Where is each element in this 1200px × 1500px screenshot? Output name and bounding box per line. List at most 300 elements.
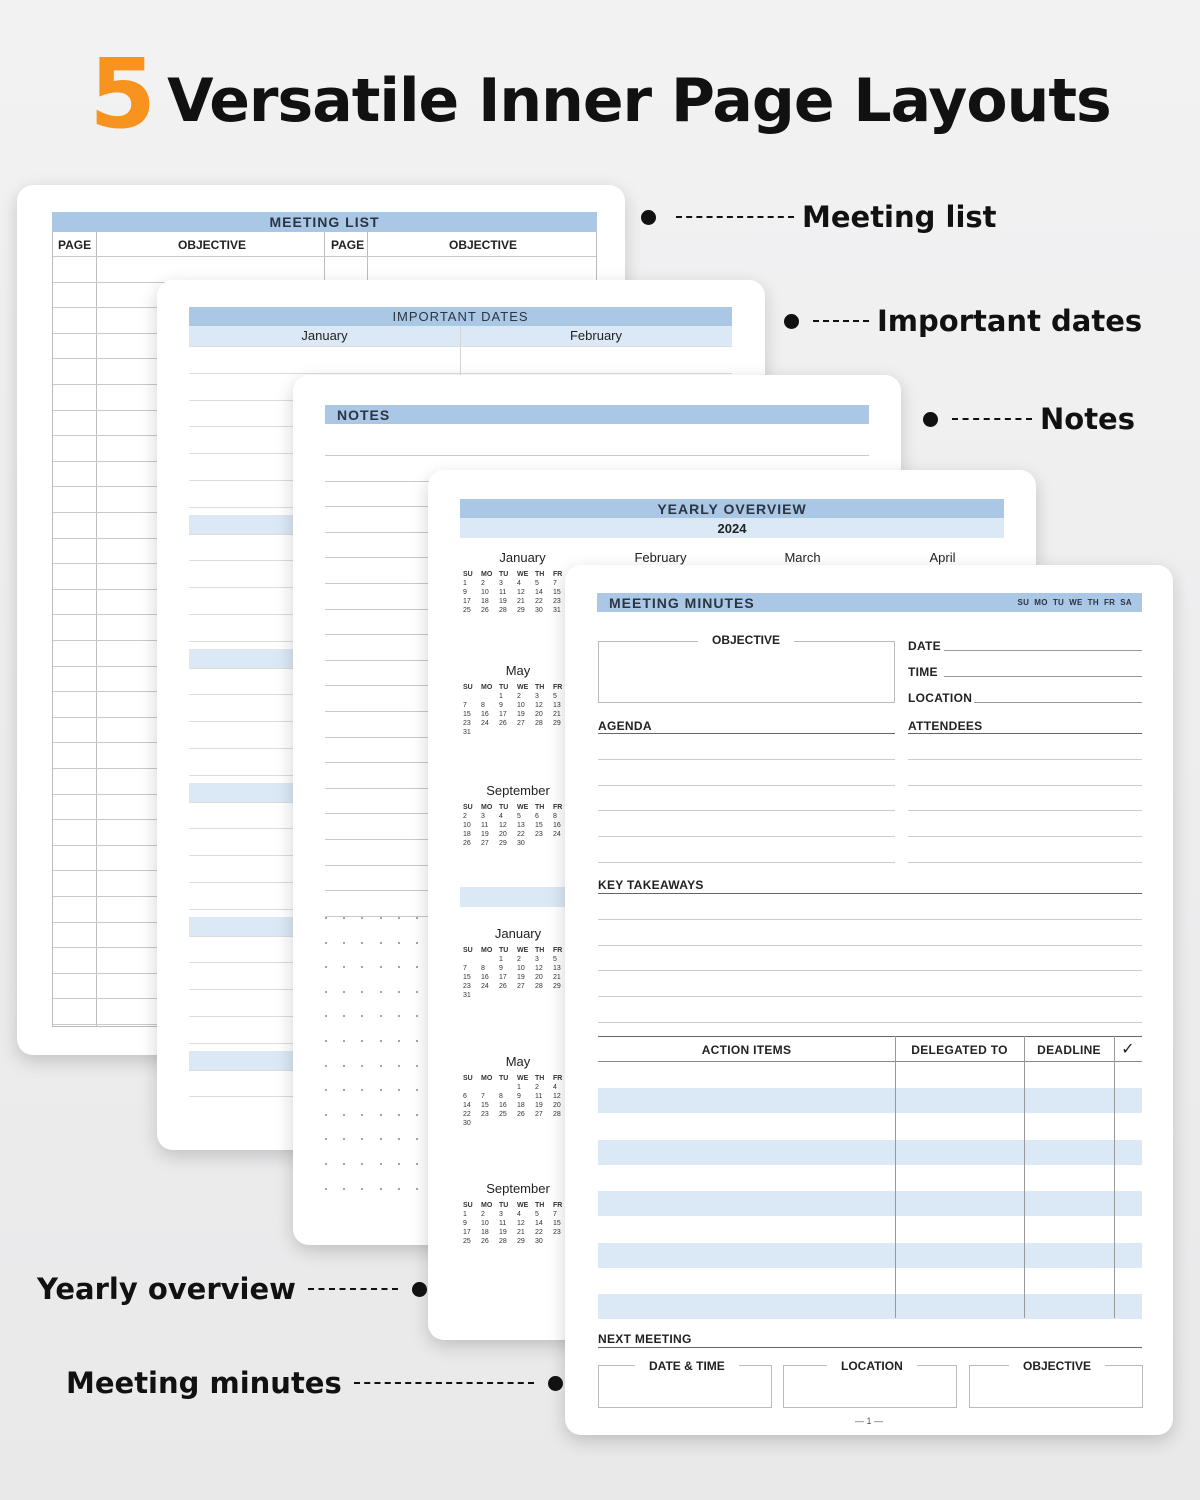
dot-grid-dot bbox=[416, 1065, 418, 1067]
dot-grid-dot bbox=[398, 991, 400, 993]
calendar-day: 31 bbox=[463, 729, 471, 736]
calendar-day: 29 bbox=[553, 720, 561, 727]
dot-grid-dot bbox=[398, 1040, 400, 1042]
calendar-day: 30 bbox=[535, 607, 543, 614]
calendar-day: 2 bbox=[481, 580, 485, 587]
dot-grid-dot bbox=[380, 991, 382, 993]
calendar-day: 29 bbox=[517, 607, 525, 614]
calendar-day: 25 bbox=[499, 1111, 507, 1118]
dot-grid-dot bbox=[325, 1015, 327, 1017]
calendar-day: 26 bbox=[481, 1238, 489, 1245]
yo-top-month-2: February bbox=[634, 550, 687, 565]
dot-grid-dot bbox=[416, 917, 418, 919]
calendar-day: 13 bbox=[553, 965, 561, 972]
weekday-header: TH bbox=[535, 684, 545, 691]
calendar-day: 3 bbox=[499, 580, 503, 587]
calendar-day: 18 bbox=[481, 1229, 489, 1236]
weekday-header: WE bbox=[517, 947, 529, 954]
meeting-minutes-weekdays: SU MO TU WE TH FR SA bbox=[1017, 598, 1132, 607]
calendar-day: 25 bbox=[463, 607, 471, 614]
dot-grid-dot bbox=[398, 942, 400, 944]
calendar-day: 10 bbox=[517, 702, 525, 709]
takeaway-line bbox=[598, 1022, 1142, 1023]
calendar-day: 13 bbox=[517, 822, 525, 829]
calendar-day: 18 bbox=[481, 598, 489, 605]
calendar-day: 5 bbox=[535, 580, 539, 587]
dot-grid-dot bbox=[343, 917, 345, 919]
calendar-day: 28 bbox=[499, 1238, 507, 1245]
weekday-header: TU bbox=[499, 684, 509, 691]
weekday-header: TH bbox=[535, 1075, 545, 1082]
calendar-day: 10 bbox=[481, 1220, 489, 1227]
dot-grid-dot bbox=[416, 1015, 418, 1017]
calendar-day: 20 bbox=[535, 711, 543, 718]
calendar-day: 15 bbox=[553, 1220, 561, 1227]
calendar-day: 17 bbox=[499, 711, 507, 718]
dot-grid-dot bbox=[398, 966, 400, 968]
callout-important-dates bbox=[784, 304, 1142, 338]
weekday-header: MO bbox=[481, 571, 493, 578]
callout-yearly-overview bbox=[37, 1272, 427, 1306]
calendar-day: 19 bbox=[481, 831, 489, 838]
dot-grid-dot bbox=[325, 917, 327, 919]
check-icon: ✓ bbox=[1121, 1041, 1135, 1058]
dot-grid-dot bbox=[361, 1163, 363, 1165]
weekday-header: MO bbox=[481, 804, 493, 811]
dot-grid-dot bbox=[325, 1065, 327, 1067]
attendees-label: ATTENDEES bbox=[908, 719, 983, 733]
month-calendar bbox=[463, 550, 573, 616]
nm-objective-label: OBJECTIVE bbox=[1009, 1359, 1105, 1373]
calendar-day: 2 bbox=[517, 956, 521, 963]
month-calendar bbox=[463, 663, 573, 736]
calendar-day: 20 bbox=[553, 1102, 561, 1109]
calendar-day: 9 bbox=[517, 1093, 521, 1100]
dot-grid-dot bbox=[343, 1114, 345, 1116]
calendar-day: 10 bbox=[517, 965, 525, 972]
calendar-day bbox=[481, 956, 499, 963]
callout-notes-text: Notes bbox=[1040, 402, 1135, 436]
weekday-header: TH bbox=[535, 571, 545, 578]
dot-grid-dot bbox=[398, 1163, 400, 1165]
yo-top-month-4: April bbox=[929, 550, 956, 565]
weekday-header: TH bbox=[535, 804, 545, 811]
month-calendar bbox=[463, 783, 573, 849]
weekday-header: FR bbox=[553, 684, 563, 691]
calendar-day: 5 bbox=[553, 693, 557, 700]
dot-grid-dot bbox=[398, 1089, 400, 1091]
calendar-day: 22 bbox=[517, 831, 525, 838]
callout-dot bbox=[923, 412, 938, 427]
calendar-day bbox=[481, 1084, 499, 1091]
callout-meeting-minutes bbox=[66, 1366, 563, 1400]
heading-text: Versatile Inner Page Layouts bbox=[167, 66, 1111, 136]
calendar-day: 4 bbox=[553, 1084, 557, 1091]
calendar-month-name: May bbox=[505, 1054, 531, 1069]
weekday-header: TU bbox=[499, 1075, 509, 1082]
action-row-stripe bbox=[598, 1088, 1142, 1113]
dot-grid-dot bbox=[343, 1138, 345, 1140]
dot-grid-dot bbox=[416, 966, 418, 968]
calendar-day bbox=[481, 693, 499, 700]
dot-grid-dot bbox=[361, 942, 363, 944]
calendar-day: 1 bbox=[463, 1211, 467, 1218]
calendar-day: 29 bbox=[517, 1238, 525, 1245]
weekday-header: TU bbox=[499, 804, 509, 811]
calendar-day: 4 bbox=[517, 580, 521, 587]
calendar-day: 22 bbox=[535, 1229, 543, 1236]
calendar-day: 28 bbox=[535, 983, 543, 990]
meeting-minutes-title: MEETING MINUTES bbox=[609, 594, 755, 611]
dot-grid-dot bbox=[380, 1040, 382, 1042]
calendar-day: 9 bbox=[463, 1220, 467, 1227]
calendar-day: 20 bbox=[535, 974, 543, 981]
calendar-day: 1 bbox=[517, 1084, 521, 1091]
weekday-header: FR bbox=[553, 1075, 563, 1082]
calendar-grid bbox=[463, 1075, 573, 1127]
calendar-day: 19 bbox=[517, 711, 525, 718]
calendar-day: 7 bbox=[463, 965, 467, 972]
weekday-header: SU bbox=[463, 571, 473, 578]
weekday-header: MO bbox=[481, 1075, 493, 1082]
dot-grid-dot bbox=[343, 991, 345, 993]
calendar-day: 24 bbox=[481, 983, 489, 990]
callout-dot bbox=[548, 1376, 563, 1391]
dot-grid-dot bbox=[325, 1040, 327, 1042]
dot-grid-dot bbox=[343, 1163, 345, 1165]
calendar-day: 8 bbox=[499, 1093, 503, 1100]
calendar-day: 8 bbox=[481, 702, 485, 709]
calendar-day: 3 bbox=[481, 813, 485, 820]
weekday-header: TU bbox=[499, 571, 509, 578]
calendar-day: 18 bbox=[517, 1102, 525, 1109]
dot-grid-dot bbox=[380, 942, 382, 944]
dot-grid-dot bbox=[416, 1040, 418, 1042]
action-row-stripe bbox=[598, 1243, 1142, 1268]
deadline-label: DEADLINE bbox=[1037, 1043, 1101, 1057]
calendar-day: 2 bbox=[535, 1084, 539, 1091]
important-dates-title: IMPORTANT DATES bbox=[392, 309, 529, 324]
dot-grid-dot bbox=[398, 1188, 400, 1190]
weekday-header: TU bbox=[499, 1202, 509, 1209]
date-row-line bbox=[189, 346, 732, 347]
yearly-overview-title: YEARLY OVERVIEW bbox=[657, 500, 807, 517]
calendar-day: 30 bbox=[535, 1238, 543, 1245]
calendar-day: 14 bbox=[535, 589, 543, 596]
key-takeaways-label: KEY TAKEAWAYS bbox=[598, 878, 704, 892]
calendar-day: 26 bbox=[499, 983, 507, 990]
action-row-stripe bbox=[598, 1140, 1142, 1165]
calendar-day: 26 bbox=[463, 840, 471, 847]
notes-title-bar bbox=[325, 405, 869, 424]
callout-dot bbox=[641, 210, 656, 225]
dot-grid-dot bbox=[380, 1089, 382, 1091]
calendar-day: 7 bbox=[481, 1093, 485, 1100]
dot-grid-dot bbox=[325, 1089, 327, 1091]
month-calendar bbox=[463, 1054, 573, 1127]
dot-grid-dot bbox=[361, 1114, 363, 1116]
calendar-day: 16 bbox=[481, 974, 489, 981]
important-dates-title-bar bbox=[189, 307, 732, 326]
meeting-list-title: MEETING LIST bbox=[269, 214, 380, 230]
col-page-2: PAGE bbox=[331, 238, 365, 252]
calendar-day: 1 bbox=[499, 693, 503, 700]
date-label: DATE bbox=[908, 639, 941, 653]
calendar-month-name: September bbox=[486, 1181, 550, 1196]
callout-dot bbox=[412, 1282, 427, 1297]
dot-grid-dot bbox=[380, 1015, 382, 1017]
dot-grid-dot bbox=[361, 966, 363, 968]
calendar-grid bbox=[463, 684, 573, 736]
weekday-header: TH bbox=[535, 1202, 545, 1209]
dot-grid-dot bbox=[343, 1015, 345, 1017]
callout-dot bbox=[784, 314, 799, 329]
calendar-day: 24 bbox=[553, 831, 561, 838]
agenda-line bbox=[598, 862, 895, 863]
dot-grid-dot bbox=[325, 1138, 327, 1140]
weekday-header: WE bbox=[517, 684, 529, 691]
dot-grid-dot bbox=[380, 1163, 382, 1165]
dot-grid-dot bbox=[361, 1015, 363, 1017]
weekday-header: FR bbox=[553, 1202, 563, 1209]
callout-meeting-minutes-text: Meeting minutes bbox=[66, 1366, 342, 1400]
col-objective-1: OBJECTIVE bbox=[178, 238, 247, 252]
calendar-day: 6 bbox=[535, 813, 539, 820]
calendar-day: 30 bbox=[517, 840, 525, 847]
dot-grid-dot bbox=[380, 966, 382, 968]
calendar-day: 31 bbox=[553, 607, 561, 614]
dot-grid-dot bbox=[398, 917, 400, 919]
calendar-day: 17 bbox=[463, 598, 471, 605]
calendar-day: 9 bbox=[499, 965, 503, 972]
takeaway-line bbox=[598, 945, 1142, 946]
dot-grid-dot bbox=[343, 1040, 345, 1042]
calendar-day: 3 bbox=[535, 956, 539, 963]
meeting-minutes-title-bar bbox=[597, 593, 1142, 612]
dot-grid-dot bbox=[325, 1188, 327, 1190]
dot-grid-dot bbox=[398, 1138, 400, 1140]
calendar-day: 29 bbox=[499, 840, 507, 847]
dot-grid-dot bbox=[416, 942, 418, 944]
meeting-list-title-bar bbox=[52, 212, 597, 232]
important-dates-month-2: February bbox=[569, 328, 623, 343]
dot-grid-dot bbox=[343, 966, 345, 968]
agenda-line bbox=[598, 836, 895, 837]
attendees-line bbox=[908, 862, 1142, 863]
calendar-grid bbox=[463, 1202, 573, 1247]
dot-grid-dot bbox=[325, 991, 327, 993]
calendar-day: 9 bbox=[499, 702, 503, 709]
calendar-day: 12 bbox=[517, 1220, 525, 1227]
calendar-day: 5 bbox=[517, 813, 521, 820]
weekday-header: WE bbox=[517, 1202, 529, 1209]
weekday-header: FR bbox=[553, 947, 563, 954]
calendar-day: 11 bbox=[499, 589, 507, 596]
action-row-stripe bbox=[598, 1191, 1142, 1216]
action-items-label: ACTION ITEMS bbox=[701, 1043, 792, 1057]
calendar-day: 11 bbox=[535, 1093, 543, 1100]
dot-grid-dot bbox=[416, 1089, 418, 1091]
calendar-day: 21 bbox=[553, 974, 561, 981]
calendar-day: 8 bbox=[553, 813, 557, 820]
calendar-day: 15 bbox=[463, 711, 471, 718]
callout-meeting-list bbox=[641, 200, 997, 234]
dot-grid-dot bbox=[416, 991, 418, 993]
calendar-day: 9 bbox=[463, 589, 467, 596]
dot-grid-dot bbox=[361, 1188, 363, 1190]
calendar-day: 25 bbox=[463, 1238, 471, 1245]
calendar-day: 21 bbox=[553, 711, 561, 718]
calendar-day: 3 bbox=[499, 1211, 503, 1218]
month-calendar bbox=[463, 926, 573, 999]
calendar-grid bbox=[463, 804, 573, 849]
calendar-day: 17 bbox=[499, 974, 507, 981]
weekday-header: MO bbox=[481, 684, 493, 691]
calendar-day: 27 bbox=[481, 840, 489, 847]
calendar-day: 23 bbox=[463, 720, 471, 727]
calendar-day: 15 bbox=[463, 974, 471, 981]
calendar-day: 17 bbox=[463, 1229, 471, 1236]
calendar-day: 2 bbox=[517, 693, 521, 700]
calendar-day: 19 bbox=[499, 1229, 507, 1236]
weekday-header: FR bbox=[553, 571, 563, 578]
nm-date-time-label: DATE & TIME bbox=[635, 1359, 739, 1373]
yearly-overview-title-bar bbox=[460, 499, 1004, 518]
calendar-day: 23 bbox=[463, 983, 471, 990]
calendar-day: 21 bbox=[517, 598, 525, 605]
calendar-day: 7 bbox=[463, 702, 467, 709]
weekday-header: MO bbox=[481, 1202, 493, 1209]
calendar-day: 15 bbox=[553, 589, 561, 596]
calendar-day bbox=[499, 1084, 517, 1091]
time-label: TIME bbox=[908, 665, 938, 679]
weekday-header: SU bbox=[463, 1202, 473, 1209]
objective-box bbox=[598, 641, 895, 703]
calendar-day: 12 bbox=[553, 1093, 561, 1100]
calendar-month-name: January bbox=[494, 926, 542, 941]
calendar-day: 8 bbox=[481, 965, 485, 972]
calendar-day: 19 bbox=[517, 974, 525, 981]
calendar-day: 22 bbox=[463, 1111, 471, 1118]
attendees-line bbox=[908, 759, 1142, 760]
calendar-day: 27 bbox=[517, 983, 525, 990]
col-objective-2: OBJECTIVE bbox=[449, 238, 518, 252]
agenda-line bbox=[598, 785, 895, 786]
calendar-day: 14 bbox=[535, 1220, 543, 1227]
dot-grid-dot bbox=[398, 1114, 400, 1116]
dot-grid-dot bbox=[416, 1163, 418, 1165]
calendar-day: 19 bbox=[499, 598, 507, 605]
callout-important-dates-text: Important dates bbox=[877, 304, 1143, 338]
dot-grid-dot bbox=[361, 1065, 363, 1067]
calendar-day: 26 bbox=[499, 720, 507, 727]
calendar-day: 12 bbox=[535, 702, 543, 709]
important-dates-month-1: January bbox=[301, 328, 348, 343]
yo-top-month-3: March bbox=[784, 550, 821, 565]
takeaway-line bbox=[598, 919, 1142, 920]
delegated-to-label: DELEGATED TO bbox=[911, 1043, 1008, 1057]
dot-grid-dot bbox=[380, 917, 382, 919]
calendar-day bbox=[463, 693, 481, 700]
action-row-stripe bbox=[598, 1294, 1142, 1319]
calendar-day: 31 bbox=[463, 992, 471, 999]
calendar-day: 14 bbox=[463, 1102, 471, 1109]
location-label: LOCATION bbox=[908, 691, 973, 705]
calendar-day: 15 bbox=[535, 822, 543, 829]
calendar-grid bbox=[463, 947, 573, 999]
calendar-day: 10 bbox=[463, 822, 471, 829]
calendar-day bbox=[535, 840, 553, 847]
dot-grid-dot bbox=[416, 1188, 418, 1190]
calendar-day: 1 bbox=[499, 956, 503, 963]
calendar-day: 7 bbox=[553, 580, 557, 587]
notes-title: NOTES bbox=[337, 406, 391, 423]
dot-grid-dot bbox=[380, 1065, 382, 1067]
callout-yearly-overview-text: Yearly overview bbox=[37, 1272, 296, 1306]
dot-grid-dot bbox=[325, 1114, 327, 1116]
weekday-header: WE bbox=[517, 804, 529, 811]
heading-number: 5 bbox=[89, 38, 156, 150]
takeaway-line bbox=[598, 996, 1142, 997]
dot-grid-dot bbox=[343, 1188, 345, 1190]
calendar-day: 19 bbox=[535, 1102, 543, 1109]
calendar-day: 30 bbox=[463, 1120, 471, 1127]
col-page-1: PAGE bbox=[58, 238, 92, 252]
weekday-header: SU bbox=[463, 1075, 473, 1082]
calendar-grid bbox=[463, 571, 573, 616]
calendar-day: 16 bbox=[499, 1102, 507, 1109]
meeting-minutes-page bbox=[565, 565, 1173, 1435]
dot-grid-dot bbox=[416, 1138, 418, 1140]
dot-grid-dot bbox=[361, 1138, 363, 1140]
dot-grid-dot bbox=[343, 942, 345, 944]
calendar-day: 22 bbox=[535, 598, 543, 605]
calendar-month-name: May bbox=[505, 663, 531, 678]
calendar-day: 28 bbox=[535, 720, 543, 727]
calendar-day: 13 bbox=[553, 702, 561, 709]
calendar-day: 5 bbox=[535, 1211, 539, 1218]
calendar-day: 21 bbox=[517, 1229, 525, 1236]
dot-grid-dot bbox=[380, 1138, 382, 1140]
calendar-day: 28 bbox=[553, 1111, 561, 1118]
attendees-line bbox=[908, 836, 1142, 837]
attendees-line bbox=[908, 785, 1142, 786]
weekday-header: FR bbox=[553, 804, 563, 811]
calendar-day: 23 bbox=[553, 598, 561, 605]
dot-grid-dot bbox=[361, 991, 363, 993]
calendar-day: 29 bbox=[553, 983, 561, 990]
calendar-day: 16 bbox=[553, 822, 561, 829]
dot-grid-dot bbox=[361, 1040, 363, 1042]
calendar-day: 12 bbox=[535, 965, 543, 972]
dot-grid-dot bbox=[325, 1163, 327, 1165]
dot-grid-dot bbox=[343, 1065, 345, 1067]
weekday-header: MO bbox=[481, 947, 493, 954]
page-number: — 1 — bbox=[854, 1416, 883, 1426]
calendar-day: 10 bbox=[481, 589, 489, 596]
calendar-day: 12 bbox=[517, 589, 525, 596]
calendar-day: 18 bbox=[463, 831, 471, 838]
dot-grid-dot bbox=[325, 942, 327, 944]
calendar-day bbox=[463, 1084, 481, 1091]
weekday-header: WE bbox=[517, 571, 529, 578]
calendar-day: 2 bbox=[463, 813, 467, 820]
dot-grid-dot bbox=[325, 966, 327, 968]
calendar-day: 23 bbox=[535, 831, 543, 838]
weekday-header: TH bbox=[535, 947, 545, 954]
calendar-day: 24 bbox=[481, 720, 489, 727]
dot-grid-dot bbox=[398, 1015, 400, 1017]
